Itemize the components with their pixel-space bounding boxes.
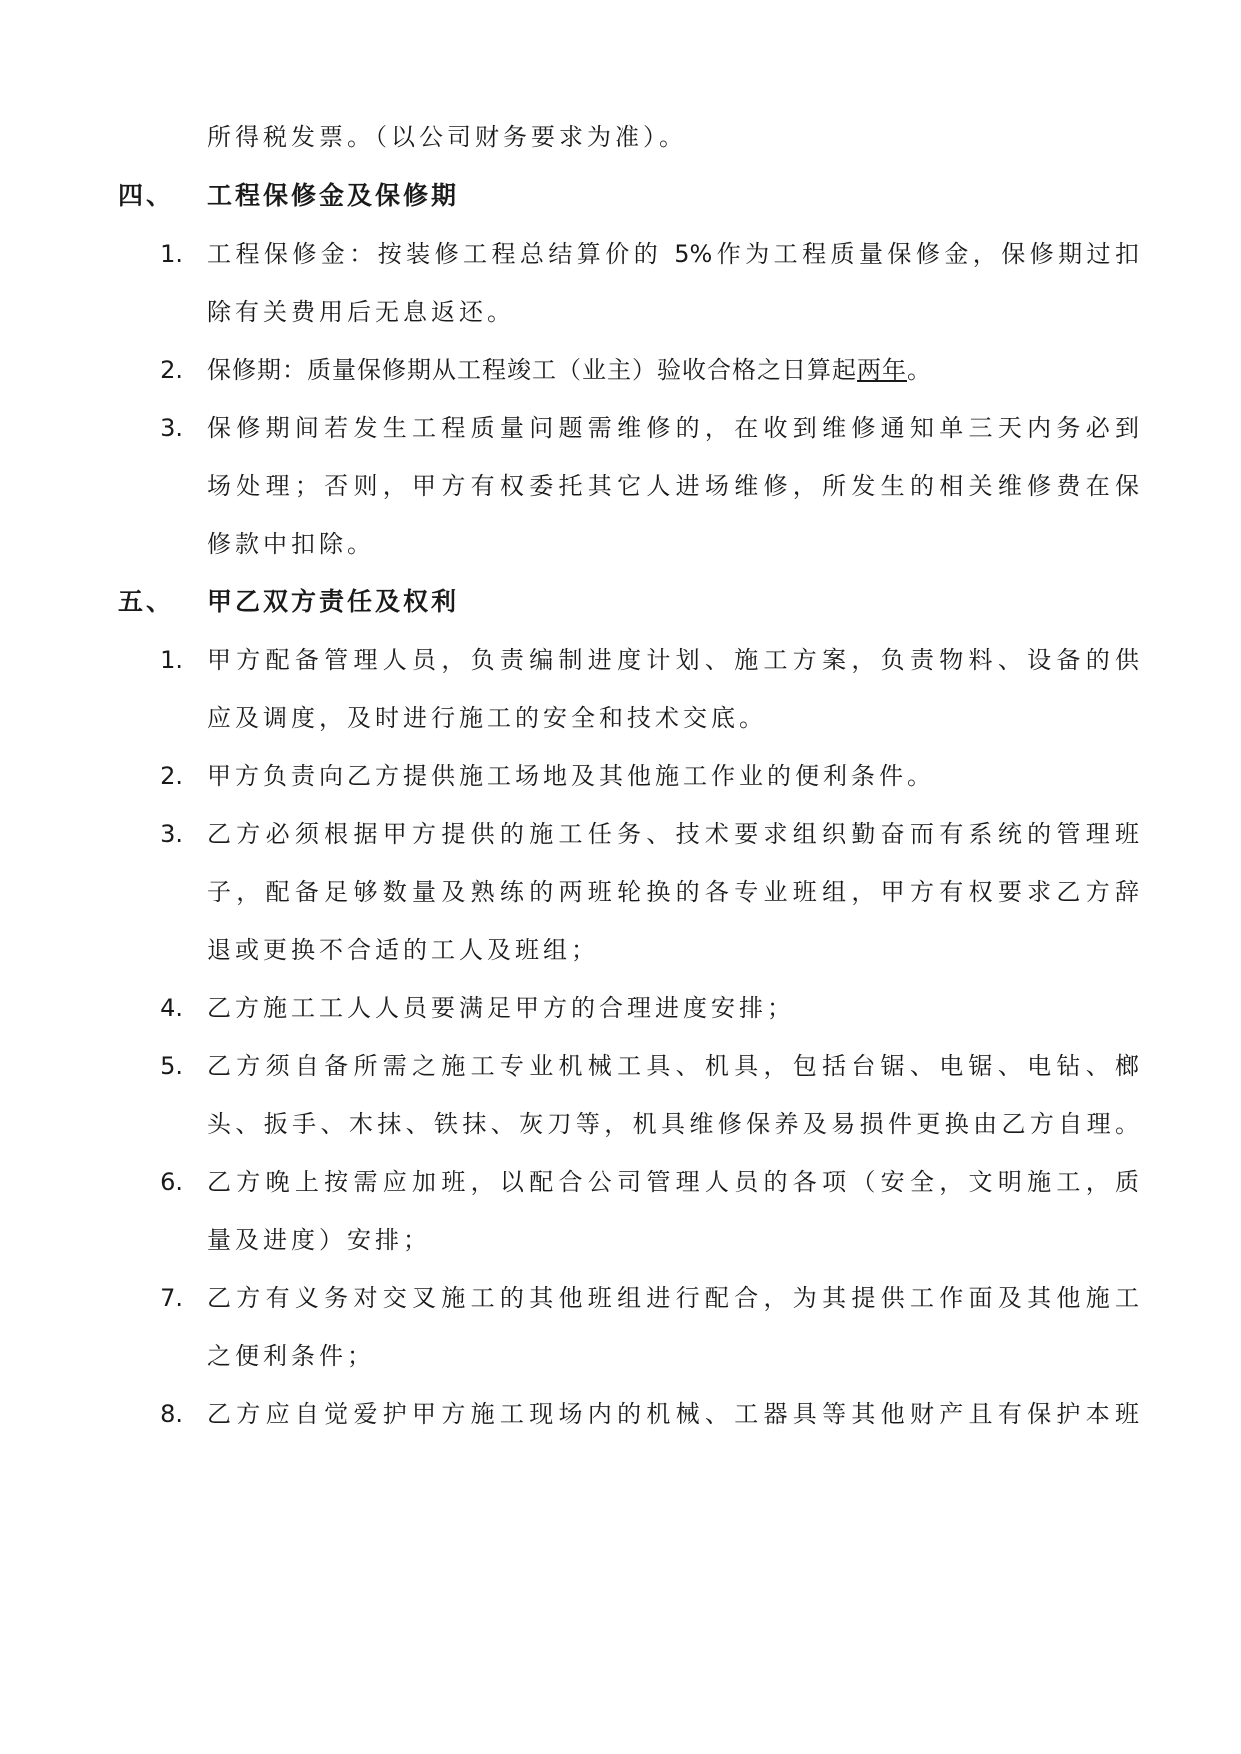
section-5-item-7-line-2: 之便利条件； — [207, 1342, 375, 1370]
section-4-item-3-line-2: 场处理；否则，甲方有权委托其它人进场维修，所发生的相关维修费在保 — [207, 472, 1139, 500]
section-5-item-3-line-1: 乙方必须根据甲方提供的施工任务、技术要求组织勤奋而有系统的管理班 — [207, 820, 1139, 848]
section-4-number: 四、 — [118, 181, 175, 210]
section-4-item-2-number: 2. — [160, 356, 183, 384]
section-5-item-2-number: 2. — [160, 762, 183, 790]
warranty-period-value: 两年 — [857, 356, 907, 384]
section-5-item-8-number: 8. — [160, 1400, 183, 1428]
section-4-item-3-line-1: 保修期间若发生工程质量问题需维修的，在收到维修通知单三天内务必到 — [207, 414, 1139, 442]
section-4-item-3-line-3: 修款中扣除。 — [207, 530, 375, 558]
warranty-period-end: 。 — [907, 356, 932, 384]
section-5-item-5-line-1: 乙方须自备所需之施工专业机械工具、机具，包括台锯、电锯、电钻、榔 — [207, 1052, 1139, 1080]
section-5-item-1-number: 1. — [160, 646, 183, 674]
section-5-item-8-line-1: 乙方应自觉爱护甲方施工现场内的机械、工器具等其他财产且有保护本班 — [207, 1400, 1139, 1428]
section-5-item-3-line-3: 退或更换不合适的工人及班组； — [207, 936, 599, 964]
section-4-item-2-line — [207, 353, 932, 387]
section-5-item-1-line-2: 应及调度，及时进行施工的安全和技术交底。 — [207, 704, 767, 732]
section-5-item-5-line-2: 头、扳手、木抹、铁抹、灰刀等，机具维修保养及易损件更换由乙方自理。 — [207, 1110, 1139, 1138]
continuation-line: 所得税发票。（以公司财务要求为准）。 — [207, 123, 687, 151]
warranty-period-text: 保修期：质量保修期从工程竣工（业主）验收合格之日算起 — [207, 356, 857, 384]
section-5-item-2-line-1: 甲方负责向乙方提供施工场地及其他施工作业的便利条件。 — [207, 762, 935, 790]
section-4-item-1-number: 1. — [160, 240, 183, 268]
section-5-item-5-number: 5. — [160, 1052, 183, 1080]
section-4-item-3-number: 3. — [160, 414, 183, 442]
section-5-item-6-number: 6. — [160, 1168, 183, 1196]
section-5-item-1-line-1: 甲方配备管理人员，负责编制进度计划、施工方案，负责物料、设备的供 — [207, 646, 1139, 674]
section-5-item-7-number: 7. — [160, 1284, 183, 1312]
section-5-item-4-line-1: 乙方施工工人人员要满足甲方的合理进度安排； — [207, 994, 795, 1022]
section-5-item-3-line-2: 子，配备足够数量及熟练的两班轮换的各专业班组，甲方有权要求乙方辞 — [207, 878, 1139, 906]
section-5-item-6-line-1: 乙方晚上按需应加班，以配合公司管理人员的各项（安全，文明施工，质 — [207, 1168, 1139, 1196]
section-4-item-1-line-2: 除有关费用后无息返还。 — [207, 298, 515, 326]
section-5-number: 五、 — [118, 587, 175, 616]
section-4-item-1-line-1: 工程保修金：按装修工程总结算价的 5%作为工程质量保修金，保修期过扣 — [207, 240, 1139, 268]
section-5-title: 甲乙双方责任及权利 — [207, 587, 460, 616]
section-5-item-4-number: 4. — [160, 994, 183, 1022]
section-5-item-7-line-1: 乙方有义务对交叉施工的其他班组进行配合，为其提供工作面及其他施工 — [207, 1284, 1139, 1312]
section-5-item-3-number: 3. — [160, 820, 183, 848]
section-4-title: 工程保修金及保修期 — [207, 181, 460, 210]
section-5-item-6-line-2: 量及进度）安排； — [207, 1226, 431, 1254]
